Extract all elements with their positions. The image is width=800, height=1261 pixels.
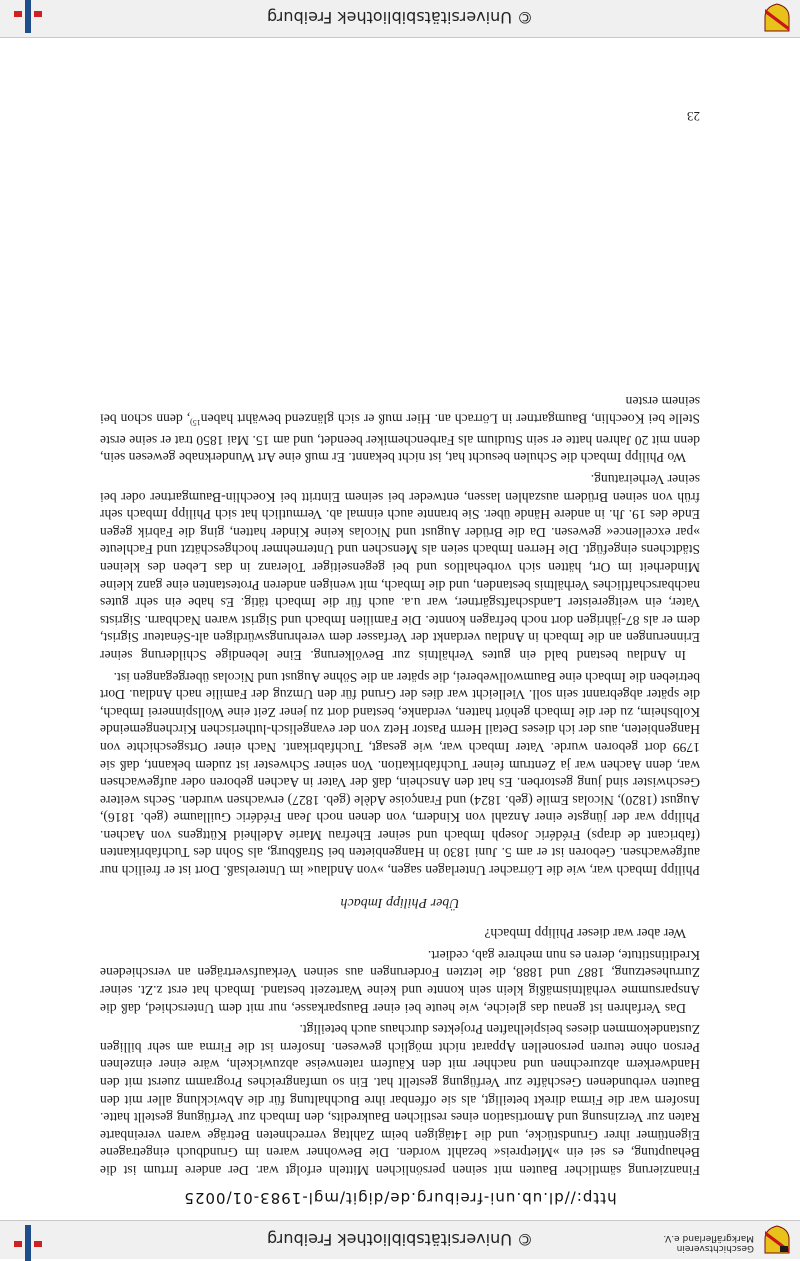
- next-page-icon[interactable]: [8, 1221, 48, 1261]
- copyright-notice-top: © Universitätsbibliothek Freiburg: [266, 1230, 534, 1249]
- paragraph-procedure: Das Verfahren ist genau das gleiche, wie heute bei einer Bausparkasse, nur mit dem Unterschied, daß die Ansparsumme verhältnismäßig klein sein konnte und keine Wartezeit bestand. Imbach hat erst z.Zt. seiner Zurruhesetzung, 1887 und 1888, die letzten Forderungen aus seinen Verkaufsverträgen an verschiedene Kreditinstitute, deren es nun mehrere gab, cediert.: [100, 947, 700, 1016]
- paragraph-education-tail: , denn schon bei seinem ersten: [100, 394, 700, 427]
- paragraph-biography: Philipp Imbach war, wie die Lörracher Unterlagen sagen, »von Andlau« im Unterelsaß. Dort ist er freilich nur aufgewachsen. Geboren ist er am 5. Juni 1830 in Hangenbieten bei Straßburg, als Sohn des Tuchfabrikanten (fabricant de draps) Frédéric Joseph Imbach und seiner Ehefrau Marie Adelheid Küttgens von Aachen. Philipp war der jüngste einer Anzahl von Kindern, von denen noch Jean Frédéric Guillaume (geb. 1816), August (1820), Nicolas Emile (geb. 1824) und Françoise Adèle (geb. 1827) erwachsen wurden. Sechs weitere Geschwister sind jung gestorben. Es hat den Anschein, daß der Vater in Aachen geboren oder aufgewachsen war, denn Aachen war ja Zentrum feiner Tuchfabrikation. Von seiner Schwester ist zudem bekannt, daß sie 1799 dort geboren wurde. Vater Imbach war, wie gesagt, Tuchfabrikant. Nach einer Ortsgeschichte von Hangenbieten, aus der ich dieses Detail Herrn Pastor Hetz von der evangelisch-lutherischen Kirchengemeinde Kolbsheim, zu der die Imbach gehört hatten, verdanke, bestand dort zu jener Zeit eine Wollspinnerei Imbach, die später abgebrannt sein soll. Vielleicht war dies der Grund für den Umzug der Familie nach Andlau. Dort betrieben die Imbach eine Baumwollweberei, die später an die Söhne August und Nicolas übergegangen ist.: [100, 669, 700, 879]
- copyright-notice-bottom: © Universitätsbibliothek Freiburg: [266, 8, 534, 27]
- footnote-reference: 15): [190, 418, 201, 428]
- section-heading: Über Philipp Imbach: [340, 894, 460, 910]
- society-name-line2: Markgräflerland e.V.: [663, 1233, 754, 1243]
- book-page: [100, 78, 700, 1179]
- bottom-toolbar: [0, 0, 800, 38]
- society-crest-icon-bottom: [762, 3, 792, 33]
- previous-page-icon[interactable]: [8, 0, 48, 37]
- society-name-line1: Geschichtsverein: [676, 1243, 754, 1253]
- top-toolbar: [0, 1220, 800, 1259]
- paragraph-education-text: Wo Philipp Imbach die Schulen besucht hat, ist nicht bekannt. Er muß eine Art Wunderknabe gewesen sein, denn mit 20 Jahren hatte er sein Studium als Farbenchemiker beendet, und am 15. Mai 1850 trat er seine erste Stelle bei Koechlin, Baumgartner in Lörrach an. Hier muß er sich glänzend bewährt haben: [100, 411, 700, 466]
- society-name: [663, 1233, 754, 1253]
- document-url[interactable]: http://dl.ub.uni-freiburg.de/digit/mgl-1983-01/0025: [183, 1189, 617, 1207]
- page-number: 23: [687, 109, 700, 124]
- paragraph-education: [100, 393, 700, 467]
- paragraph-question: Wer aber war dieser Philipp Imbach?: [484, 926, 686, 942]
- paragraph-financing: Finanzierung sämtlicher Bauten mit seinen persönlichen Mitteln erfolgt war. Der andere Irrtum ist die Behauptung, es sei ein »Mietpreis« bezahlt worden. Die Bewohner waren im Grundbuch eingetragene Eigentümer ihrer Grundstücke, und die 14tägigen beim Zahltag verrechneten Beträge waren vereinbarte Raten zur Verzinsung und Amortisation eines restlichen Baukredits, den Imbach zur Verfügung gestellt hatte. Insofern war die Firma direkt beteiligt, als sie offenbar ihre Buchhaltung für die Abwicklung aller mit den Bauten verbundenen Geschäfte zur Verfügung gestellt hat. Ein so umfangreiches Programm zuerst mit den Handwerkern abzurechnen und nachher mit den Käufern ratenweise abzuwickeln, wäre einer einzelnen Person ohne teuren personellen Apparat nicht möglich gewesen. Insofern ist die Firma am sehr billigen Zustandekommen dieses beispielhaften Projektes durchaus auch beteiligt.: [100, 1022, 700, 1178]
- paragraph-andlau: In Andlau bestand bald ein gutes Verhältnis zur Bevölkerung. Eine lebendige Schilderung seiner Erinnerungen an die Imbach in Andlau verdankt der Verfasser dem verehrungswürdigen alt-Sénateur Sigrist, dem er als 87-jährigen dort noch befragen konnte. Die Familien Imbach und Sigrist waren Nachbarn. Sigrists Vater, ein weitgereister Landschaftsgärtner, war u.a. auch für die Imbach tätig. Es habe ein sehr gutes nachbarschaftliches Verhältnis bestanden, und die Imbach, mit wenigen anderen Protestanten eine ganz kleine Minderheit im Ort, hätten sich vorbehaltlos und bei gegenseitiger Toleranz in das Leben des kleinen Städtchens eingefügt. Die Herren Imbach seien als Menschen und Unternehmer hochgeschätzt und Fachleute »par excellence« gewesen. Da die Brüder August und Nicolas keine Kinder hatten, ging die Fabrik gegen Ende des 19. Jh. in andere Hände über. Sie brannte auch einmal ab. Vermutlich hat sich Philipp Imbach sehr früh von seinen Brüdern auszahlen lassen, entweder bei seinem Eintritt bei Koechlin-Baumgartner oder bei seiner Verheiratung.: [100, 472, 700, 663]
- society-crest-icon: [762, 1225, 792, 1255]
